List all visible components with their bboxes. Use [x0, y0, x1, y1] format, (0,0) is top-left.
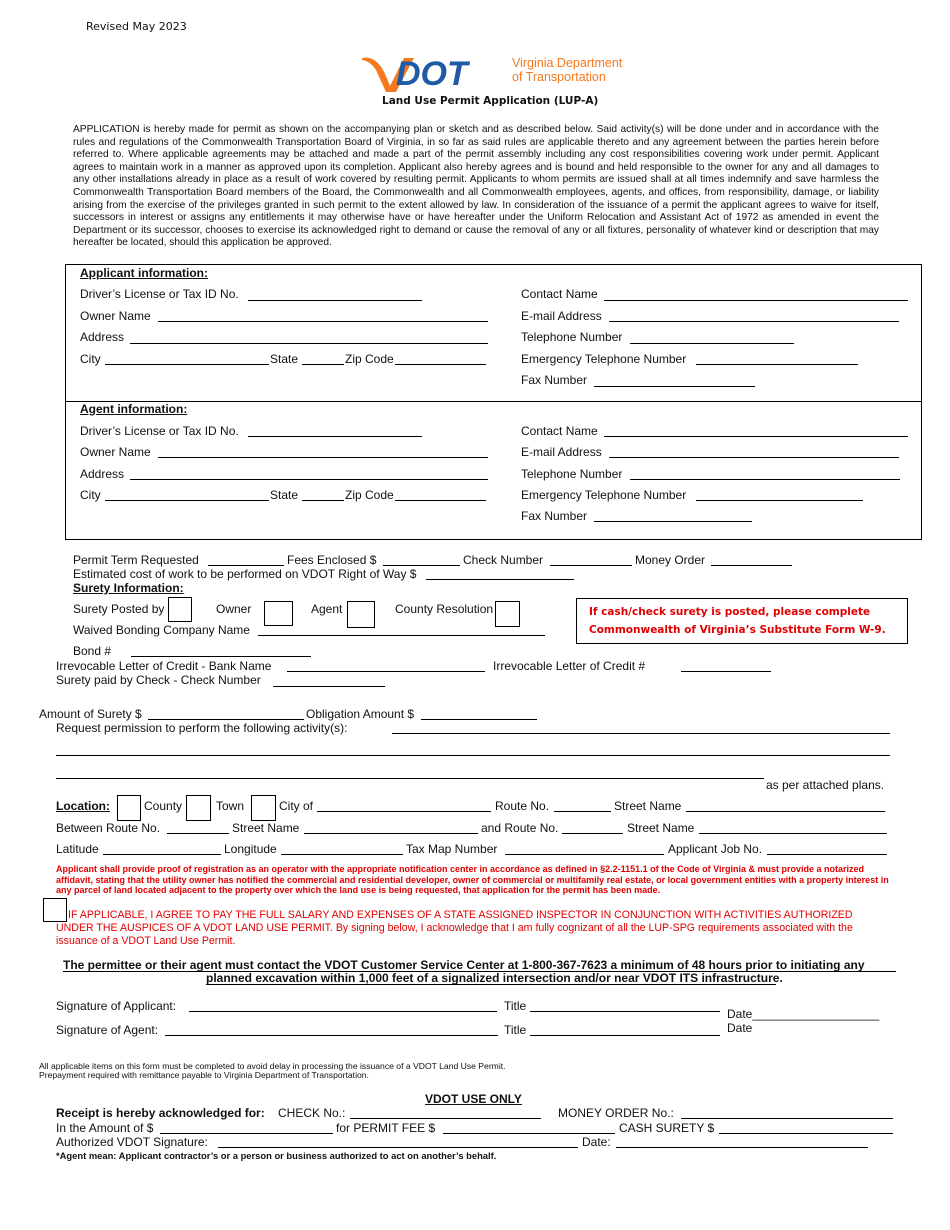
agent-contact-label: Contact Name [521, 424, 598, 438]
location-route-field[interactable] [554, 811, 611, 812]
authorized-date-field[interactable] [616, 1147, 868, 1148]
location-county-checkbox[interactable] [117, 795, 141, 821]
agent-address-label: Address [80, 467, 125, 481]
applicant-heading: Applicant information: [80, 266, 208, 280]
job-no-label: Applicant Job No. [668, 842, 763, 856]
location-town-checkbox[interactable] [186, 795, 211, 821]
permit-term-label: Permit Term Requested [73, 553, 199, 567]
authorized-signature-label: Authorized VDOT Signature: [56, 1135, 208, 1149]
applicant-date-label: Date___________________ [727, 1007, 880, 1021]
applicant-dl-field[interactable] [248, 300, 422, 301]
vdot-money-order-field[interactable] [681, 1118, 893, 1119]
tax-map-field[interactable] [505, 854, 664, 855]
location-city-field[interactable] [317, 811, 491, 812]
org-name-line2: of Transportation [512, 70, 606, 84]
money-order-label: Money Order [635, 553, 706, 567]
contact-notice-line1: The permittee or their agent must contact the VDOT Customer Service Center at 1-800-367-7623 a minimum of 48 hours prior to initiating any [63, 958, 865, 972]
applicant-signature-field[interactable] [189, 1011, 497, 1012]
inspector-agreement-text: IF APPLICABLE, I AGREE TO PAY THE FULL SALARY AND EXPENSES OF A STATE ASSIGNED INSPECTOR IN CONJUNCTION WITH ACTIVITIES AUTHORIZED UNDER THE AUSPICES OF A VDOT LAND USE PERMIT. By signing below, I acknowledge that I am fully cognizant of all the LUP-SPG requirements associated with the issuance of a VDOT Land Use Permit. [56, 909, 853, 947]
location-city-label: City of [279, 799, 314, 813]
agent-phone-field[interactable] [630, 479, 900, 480]
contact-notice-underline2 [206, 984, 776, 985]
and-route-field[interactable] [562, 833, 623, 834]
agent-fax-label: Fax Number [521, 509, 588, 523]
surety-owner-label: Owner [216, 602, 252, 616]
applicant-dl-label: Driver’s License or Tax ID No. [80, 287, 239, 301]
agent-state-field[interactable] [302, 500, 344, 501]
revised-date: Revised May 2023 [86, 20, 187, 33]
surety-owner-checkbox[interactable] [264, 601, 293, 626]
and-street-field[interactable] [699, 833, 887, 834]
w9-notice [576, 598, 908, 644]
location-city-checkbox[interactable] [251, 795, 276, 821]
applicant-zip-field[interactable] [395, 364, 486, 365]
section-divider [65, 401, 921, 402]
between-street-field[interactable] [304, 833, 478, 834]
location-street-label: Street Name [614, 799, 682, 813]
cash-surety-field[interactable] [719, 1133, 893, 1134]
applicant-emergency-field[interactable] [696, 364, 858, 365]
permit-fee-label: for PERMIT FEE $ [336, 1121, 436, 1135]
agent-address-field[interactable] [130, 479, 488, 480]
applicant-emergency-label: Emergency Telephone Number [521, 352, 687, 366]
surety-heading: Surety Information: [73, 581, 184, 595]
location-town-label: Town [216, 799, 245, 813]
as-per-plans-label: as per attached plans. [766, 778, 885, 792]
loc-number-label: Irrevocable Letter of Credit # [493, 659, 646, 673]
surety-county-checkbox[interactable] [495, 601, 520, 627]
job-no-field[interactable] [767, 854, 887, 855]
applicant-fax-field[interactable] [594, 386, 755, 387]
location-route-label: Route No. [495, 799, 550, 813]
applicant-owner-label: Owner Name [80, 309, 151, 323]
amount-surety-field[interactable] [148, 719, 304, 720]
agent-definition: *Agent mean: Applicant contractor’s or a person or business authorized to act on another’s behalf. [56, 1150, 497, 1161]
activity-line-1[interactable] [392, 733, 890, 734]
longitude-field[interactable] [281, 854, 403, 855]
agent-emergency-label: Emergency Telephone Number [521, 488, 687, 502]
money-order-field[interactable] [711, 565, 792, 566]
applicant-email-field[interactable] [609, 321, 899, 322]
agent-title-field[interactable] [530, 1035, 720, 1036]
vdot-logo [360, 52, 630, 94]
cash-surety-label: CASH SURETY $ [619, 1121, 715, 1135]
agent-owner-field[interactable] [158, 457, 488, 458]
applicant-contact-label: Contact Name [521, 287, 598, 301]
vdot-use-only-heading: VDOT USE ONLY [425, 1092, 522, 1106]
agent-state-label: State [270, 488, 299, 502]
application-statement: APPLICATION is hereby made for permit as shown on the accompanying plan or sketch and as described below. Said activity(s) will be done under and in accordance with the rules and regulations of the Commonwealth Transportation Board of Virginia, in so far as said rules are applicable thereto and any agreement between the parties herein before referred to. Where applicable agreements may be attached and made a part of the permit assembly including any cost responsibilities covering work under permit. Applicant agrees to maintain work in a manner as approved upon its completion. Applicant also hereby agrees and is bound and held responsible to the owner for any and all damages to any other installations already in place as a result of work covered by resulting permit. Applicants to whom permits are issued shall at all times indemnify and save harmless the Commonwealth Transportation Board members of the Board, the Commonwealth and all Commonwealth employees, agents, and offices, from responsibility, damage, or liability arising from the exercise of the privileges granted in such permit to the extent allowed by law. In consideration of the issuance of a permit the applicant agrees to waive for itself, successors in interest or assigns any entitlements it may otherwise have or have hereafter under the Uniform Relocation and Assistant Act of 1972 as amended in event the Department or its successor, chooses to exercise its acknowledged right to demand or cause the removal of any or all fixtures, personality of whatever kind or description that may hereafter be located, should this application be approved. [73, 124, 879, 249]
contact-notice-line2: planned excavation within 1,000 feet of a signalized intersection and/or near VDOT ITS infrastructure. [206, 971, 783, 985]
activity-request-label: Request permission to perform the following activity(s): [56, 721, 348, 735]
applicant-address-field[interactable] [130, 343, 488, 344]
surety-agent-checkbox[interactable] [347, 601, 375, 628]
org-name-line1: Virginia Department [512, 56, 623, 70]
estimated-cost-label: Estimated cost of work to be performed on VDOT Right of Way $ [73, 567, 417, 581]
permit-term-field[interactable] [208, 565, 284, 566]
agent-heading: Agent information: [80, 402, 188, 416]
applicant-owner-field[interactable] [158, 321, 488, 322]
applicant-title-field[interactable] [530, 1011, 720, 1012]
receipt-label: Receipt is hereby acknowledged for: [56, 1106, 265, 1120]
applicant-phone-label: Telephone Number [521, 330, 623, 344]
between-route-label: Between Route No. [56, 821, 161, 835]
obligation-label: Obligation Amount $ [306, 707, 415, 721]
applicant-address-label: Address [80, 330, 125, 344]
fees-enclosed-field[interactable] [383, 565, 460, 566]
agent-zip-label: Zip Code [345, 488, 394, 502]
bond-label: Bond # [73, 644, 112, 658]
surety-check-field[interactable] [273, 686, 385, 687]
latitude-label: Latitude [56, 842, 99, 856]
agent-dl-field[interactable] [248, 436, 422, 437]
agent-email-field[interactable] [609, 457, 899, 458]
agent-title-label: Title [504, 1023, 527, 1037]
permit-fee-field[interactable] [443, 1133, 615, 1134]
applicant-signature-label: Signature of Applicant: [56, 999, 177, 1013]
authorized-date-label: Date: [582, 1135, 611, 1149]
check-number-label: Check Number [463, 553, 544, 567]
and-street-label: Street Name [627, 821, 695, 835]
vdot-check-label: CHECK No.: [278, 1106, 346, 1120]
agent-date-label: Date [727, 1021, 753, 1035]
applicant-state-field[interactable] [302, 364, 344, 365]
loc-bank-field[interactable] [287, 671, 485, 672]
agent-emergency-field[interactable] [696, 500, 863, 501]
bond-field[interactable] [131, 656, 311, 657]
fees-enclosed-label: Fees Enclosed $ [287, 553, 377, 567]
activity-line-2[interactable] [56, 755, 890, 756]
vdot-money-order-label: MONEY ORDER No.: [558, 1106, 674, 1120]
applicant-title-label: Title [504, 999, 527, 1013]
applicant-city-label: City [80, 352, 101, 366]
longitude-label: Longitude [224, 842, 277, 856]
logo-wordmark: DOT [396, 55, 468, 93]
between-route-field[interactable] [167, 833, 229, 834]
loc-bank-label: Irrevocable Letter of Credit - Bank Name [56, 659, 272, 673]
surety-posted-checkbox[interactable] [168, 597, 192, 622]
estimated-cost-field[interactable] [426, 579, 574, 580]
w9-notice-line2: Commonwealth of Virginia’s Substitute Form W-9. [589, 624, 886, 636]
amount-surety-label: Amount of Surety $ [39, 707, 142, 721]
waived-bonding-field[interactable] [258, 635, 545, 636]
applicant-city-field[interactable] [105, 364, 269, 365]
agent-city-label: City [80, 488, 101, 502]
vdot-check-field[interactable] [350, 1118, 541, 1119]
agent-fax-field[interactable] [594, 521, 752, 522]
w9-notice-line1: If cash/check surety is posted, please complete [589, 606, 871, 618]
footer-note-1: All applicable items on this form must be completed to avoid delay in processing the issuance of a VDOT Land Use Permit. [39, 1061, 506, 1071]
location-county-label: County [144, 799, 183, 813]
location-street-field[interactable] [686, 811, 885, 812]
registration-notice: Applicant shall provide proof of registration as an operator with the appropriate notification center in accordance as defined in §2.2-1151.1 of the Code of Virginia & must provide a notarized affidavit, stating that the utility owner has notified the commercial and residential developer, owner of commercial or multifamily real estate, or local government entities with a property interest in any parcel of land located adjacent to the property over which the land use is being requested, that application for the permit has been made. [56, 864, 889, 896]
activity-line-3[interactable] [56, 778, 764, 779]
location-heading: Location: [56, 799, 110, 813]
agent-dl-label: Driver’s License or Tax ID No. [80, 424, 239, 438]
applicant-state-label: State [270, 352, 299, 366]
agent-zip-field[interactable] [395, 500, 486, 501]
check-number-field[interactable] [550, 565, 632, 566]
applicant-contact-field[interactable] [604, 300, 908, 301]
loc-number-field[interactable] [681, 671, 771, 672]
amount-label: In the Amount of $ [56, 1121, 154, 1135]
tax-map-label: Tax Map Number [406, 842, 498, 856]
applicant-fax-label: Fax Number [521, 373, 588, 387]
agent-owner-label: Owner Name [80, 445, 151, 459]
agent-signature-label: Signature of Agent: [56, 1023, 159, 1037]
surety-posted-label: Surety Posted by [73, 602, 165, 616]
footer-note-2: Prepayment required with remittance payable to Virginia Department of Transportation. [39, 1070, 369, 1080]
applicant-phone-field[interactable] [630, 343, 794, 344]
agent-city-field[interactable] [105, 500, 269, 501]
obligation-field[interactable] [421, 719, 537, 720]
surety-county-label: County Resolution [395, 602, 494, 616]
applicant-agent-section [65, 264, 922, 540]
between-street-label: Street Name [232, 821, 300, 835]
applicant-zip-label: Zip Code [345, 352, 394, 366]
surety-agent-label: Agent [311, 602, 343, 616]
authorized-signature-field[interactable] [218, 1147, 578, 1148]
amount-field[interactable] [160, 1133, 333, 1134]
latitude-field[interactable] [103, 854, 221, 855]
waived-bonding-label: Waived Bonding Company Name [73, 623, 250, 637]
agent-contact-field[interactable] [604, 436, 908, 437]
agent-email-label: E-mail Address [521, 445, 602, 459]
agent-signature-field[interactable] [165, 1035, 498, 1036]
applicant-email-label: E-mail Address [521, 309, 602, 323]
form-title: Land Use Permit Application (LUP-A) [382, 95, 599, 107]
and-route-label: and Route No. [481, 821, 559, 835]
agent-phone-label: Telephone Number [521, 467, 623, 481]
surety-check-label: Surety paid by Check - Check Number [56, 673, 261, 687]
